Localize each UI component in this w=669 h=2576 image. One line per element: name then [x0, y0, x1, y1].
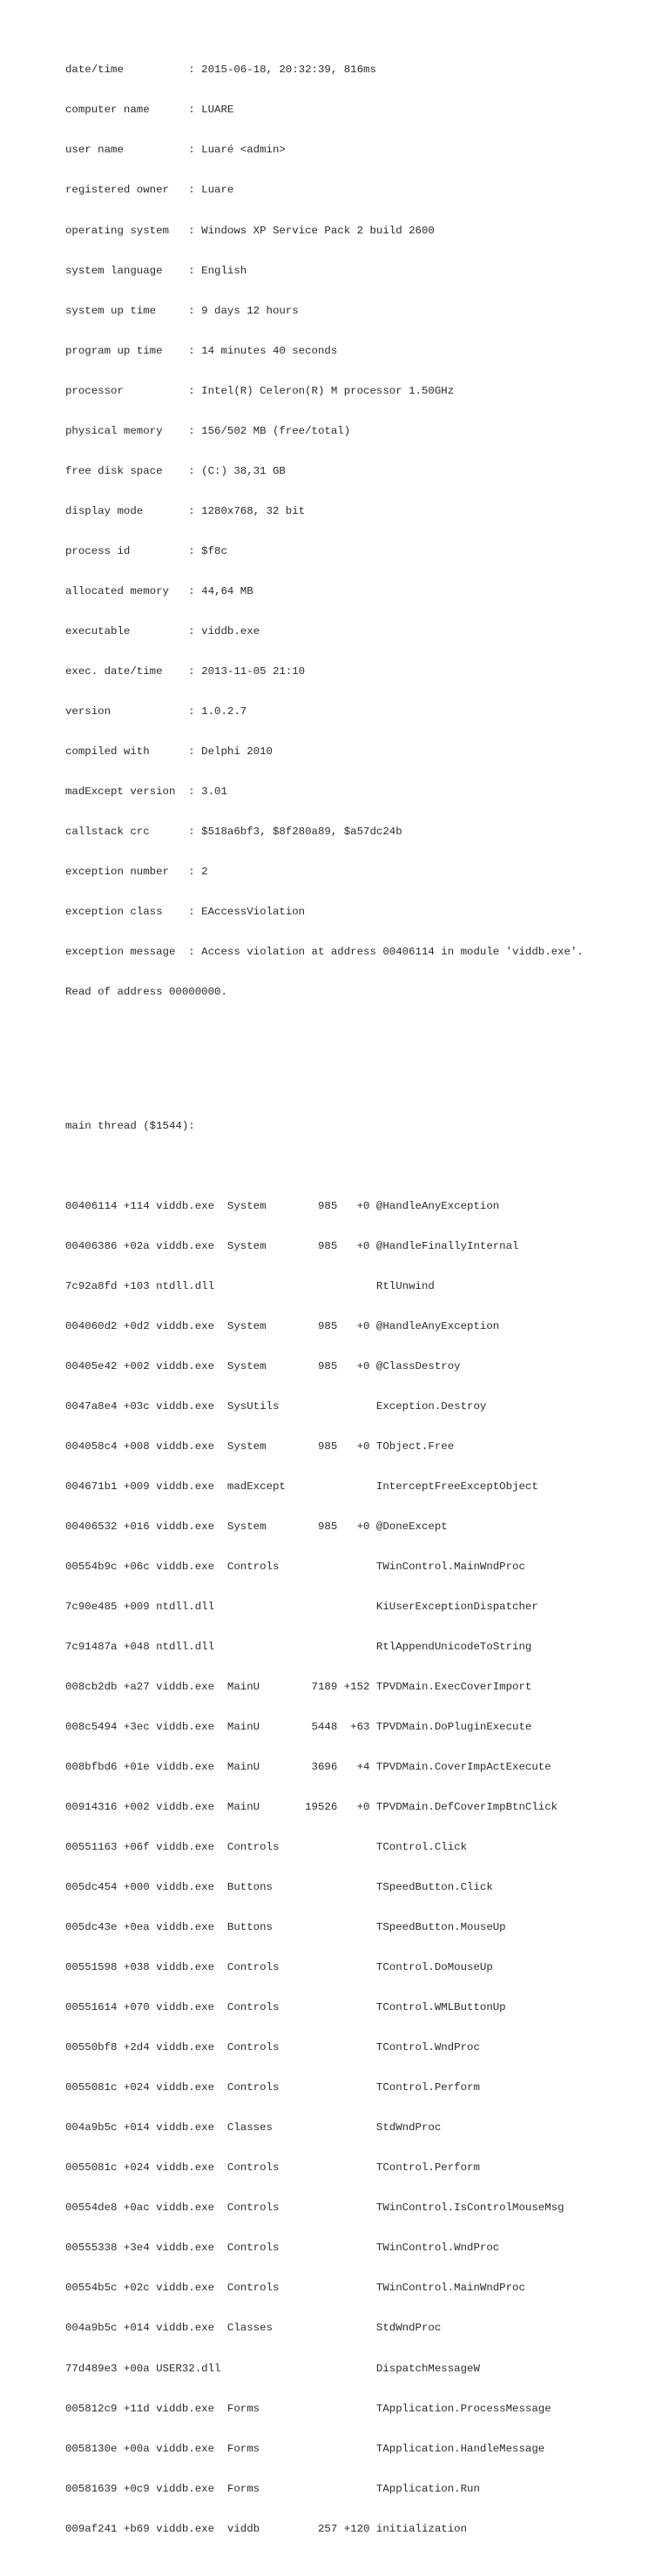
callstack-row: 00550bf8 +2d4 viddb.exe Controls TControl.WndProc	[65, 2041, 480, 2054]
callstack-row: 004058c4 +008 viddb.exe System 985 +0 TObject.Free	[65, 1440, 455, 1453]
callstack-row: 004a9b5c +014 viddb.exe Classes StdWndProc	[65, 2322, 442, 2335]
report-line-version: version : 1.0.2.7	[65, 705, 247, 718]
report-line-computer-name: computer name : LUARE	[65, 104, 234, 117]
report-line-display-mode: display mode : 1280x768, 32 bit	[65, 504, 306, 517]
callstack-row: 00406386 +02a viddb.exe System 985 +0 @HandleFinallyInternal	[65, 1239, 519, 1252]
report-line-exec-date-time: exec. date/time : 2013-11-05 21:10	[65, 664, 306, 678]
callstack-row: 00554b5c +02c viddb.exe Controls TWinControl.MainWndProc	[65, 2282, 525, 2295]
callstack-row: 7c90e485 +009 ntdll.dll KiUserExceptionDispatcher	[65, 1600, 538, 1613]
callstack-row: 008bfbd6 +01e viddb.exe MainU 3696 +4 TPVDMain.CoverImpActExecute	[65, 1761, 551, 1774]
report-line-exception-class: exception class : EAccessViolation	[65, 906, 306, 919]
callstack-row: 7c92a8fd +103 ntdll.dll RtlUnwind	[65, 1279, 435, 1292]
report-header	[65, 37, 658, 1026]
callstack-row: 00551163 +06f viddb.exe Controls TControl.Click	[65, 1841, 468, 1854]
callstack-row: 77d489e3 +00a USER32.dll DispatchMessageW	[65, 2362, 480, 2375]
callstack-row: 00405e42 +002 viddb.exe System 985 +0 @ClassDestroy	[65, 1359, 461, 1372]
callstack-row: 00555338 +3e4 viddb.exe Controls TWinControl.WndProc	[65, 2242, 500, 2255]
callstack-row: 7c91487a +048 ntdll.dll RtlAppendUnicodeToString	[65, 1640, 532, 1653]
report-line-free-disk-space: free disk space : (C:) 38,31 GB	[65, 464, 286, 477]
callstack-row: 005812c9 +11d viddb.exe Forms TApplication.ProcessMessage	[65, 2402, 551, 2415]
callstack-row: 00406114 +114 viddb.exe System 985 +0 @HandleAnyException	[65, 1199, 500, 1212]
callstack-row: 0055081c +024 viddb.exe Controls TControl.Perform	[65, 2081, 480, 2094]
report-line-system-up-time: system up time : 9 days 12 hours	[65, 304, 299, 317]
callstack-row: 00554de8 +0ac viddb.exe Controls TWinControl.IsControlMouseMsg	[65, 2202, 564, 2215]
callstack-row: 005dc43e +0ea viddb.exe Buttons TSpeedButton.MouseUp	[65, 1921, 506, 1934]
callstack-row: 004671b1 +009 viddb.exe madExcept InterceptFreeExceptObject	[65, 1480, 538, 1493]
report-line-executable: executable : viddb.exe	[65, 624, 260, 637]
callstack-list	[65, 1173, 658, 2563]
callstack-row: 0058130e +00a viddb.exe Forms TApplication.HandleMessage	[65, 2442, 545, 2455]
callstack-row: 0055081c +024 viddb.exe Controls TControl.Perform	[65, 2161, 480, 2175]
report-line-read-address: Read of address 00000000.	[65, 986, 227, 999]
report-line-system-language: system language : English	[65, 264, 247, 277]
report-line-date-time: date/time : 2015-06-18, 20:32:39, 816ms	[65, 64, 376, 77]
blank-line	[65, 1066, 658, 1079]
callstack-row: 00914316 +002 viddb.exe MainU 19526 +0 TPVDMain.DefCoverImpBtnClick	[65, 1801, 558, 1814]
callstack-row: 008cb2db +a27 viddb.exe MainU 7189 +152 TPVDMain.ExecCoverImport	[65, 1680, 532, 1693]
thread-header: main thread ($1544):	[65, 1119, 195, 1132]
report-line-compiled-with: compiled with : Delphi 2010	[65, 745, 273, 758]
callstack-row: 00551598 +038 viddb.exe Controls TControl.DoMouseUp	[65, 1961, 493, 1974]
report-line-operating-system: operating system : Windows XP Service Pack 2 build 2600	[65, 224, 435, 237]
callstack-row: 00554b9c +06c viddb.exe Controls TWinControl.MainWndProc	[65, 1560, 525, 1573]
callstack-row: 004060d2 +0d2 viddb.exe System 985 +0 @HandleAnyException	[65, 1319, 500, 1332]
report-line-exception-message: exception message : Access violation at address 00406114 in module 'viddb.exe'.	[65, 946, 584, 959]
callstack-row: 0047a8e4 +03c viddb.exe SysUtils Exception.Destroy	[65, 1399, 487, 1413]
report-line-user-name: user name : Luaré <admin>	[65, 144, 286, 157]
callstack-row: 00406532 +016 viddb.exe System 985 +0 @DoneExcept	[65, 1520, 448, 1533]
report-line-callstack-crc: callstack crc : $518a6bf3, $8f280a89, $a57dc24b	[65, 825, 402, 838]
callstack-row: 008c5494 +3ec viddb.exe MainU 5448 +63 TPVDMain.DoPluginExecute	[65, 1721, 532, 1733]
callstack-row: 005dc454 +000 viddb.exe Buttons TSpeedButton.Click	[65, 1881, 493, 1894]
report-line-program-up-time: program up time : 14 minutes 40 seconds	[65, 344, 338, 357]
callstack-row: 00551614 +070 viddb.exe Controls TControl.WMLButtonUp	[65, 2001, 506, 2014]
report-line-processor: processor : Intel(R) Celeron(R) M processor 1.50GHz	[65, 384, 455, 397]
report-line-physical-memory: physical memory : 156/502 MB (free/total)	[65, 424, 351, 437]
report-line-allocated-memory: allocated memory : 44,64 MB	[65, 584, 253, 597]
callstack-row: 00581639 +0c9 viddb.exe Forms TApplication.Run	[65, 2482, 480, 2495]
bug-report-document	[65, 10, 658, 2576]
report-line-registered-owner: registered owner : Luare	[65, 184, 234, 197]
callstack-row: 009af241 +b69 viddb.exe viddb 257 +120 initialization	[65, 2522, 468, 2535]
report-line-process-id: process id : $f8c	[65, 544, 227, 557]
report-line-exception-number: exception number : 2	[65, 866, 208, 878]
callstack-row: 004a9b5c +014 viddb.exe Classes StdWndProc	[65, 2121, 442, 2134]
report-line-madexcept-version: madExcept version : 3.01	[65, 785, 227, 798]
